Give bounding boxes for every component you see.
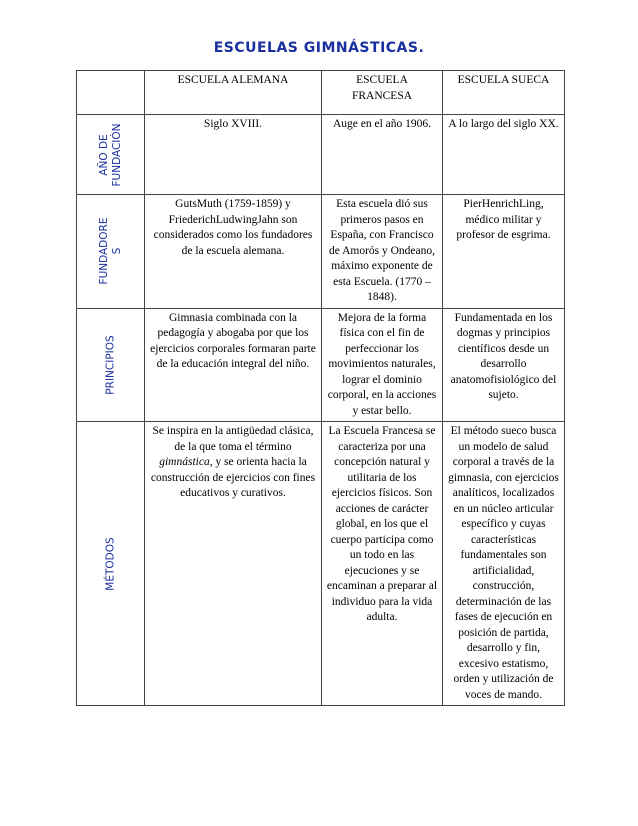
metodos-alemana-text-end: , y se orienta hacia la construcción de ejercicios con fines educativos y curativos. xyxy=(150,456,316,499)
cell-fundadores-francesa: Esta escuela dió sus primeros pasos en España, con Francisco de Amorós y Ondeano, máximo exponente de esta Escuela. (1770 – 1848). xyxy=(322,195,443,309)
cell-principios-alemana: Gimnasia combinada con la pedagogía y abogaba por que los ejercicios corporales formaran parte de la educación integral del niño. xyxy=(145,308,322,422)
schools-table xyxy=(76,70,565,706)
row-label-line: S xyxy=(110,247,123,255)
cell-metodos-francesa: La Escuela Francesa se caracteriza por una concepción natural y utilitaria de los ejercicios físicos. Son acciones de carácter global, en los que el cuerpo participa como un todo en las ejecuciones y se encaminan a preparar al individuo para la vida adulta. xyxy=(322,422,443,706)
cell-principios-sueca: Fundamentada en los dogmas y principios científicos desde un desarrollo anatomofisiológico del sujeto. xyxy=(443,308,565,422)
row-metodos xyxy=(77,422,565,706)
page-title: ESCUELAS GIMNÁSTICAS. xyxy=(213,40,425,56)
row-label-metodos xyxy=(77,422,145,706)
corner-cell xyxy=(77,71,145,115)
row-label-principios xyxy=(77,308,145,422)
metodos-alemana-text-start: Se inspira en la antigüedad clásica, de la que toma el término xyxy=(152,425,314,453)
row-ano-fundacion xyxy=(77,115,565,195)
cell-ano-sueca: A lo largo del siglo XX. xyxy=(443,115,565,195)
cell-ano-francesa: Auge en el año 1906. xyxy=(322,115,443,195)
cell-fundadores-alemana: GutsMuth (1759-1859) y FriederichLudwingJahn son considerados como los fundadores de la escuela alemana. xyxy=(145,195,322,309)
cell-fundadores-sueca: PierHenrichLing, médico militar y profesor de esgrima. xyxy=(443,195,565,309)
row-label-line: AÑO DE xyxy=(97,133,110,176)
cell-metodos-sueca: El método sueco busca un modelo de salud corporal a través de la gimnasia, con ejercicios analíticos, localizados en un núcleo articular específico y cuyas características fundamentales son artificialidad, construcción, determinación de las fases de ejecución en posición de partida, desarrollo y fin, excesivo estatismo, orden y utilización de voces de mando. xyxy=(443,422,565,706)
row-label-fundadores xyxy=(77,195,145,309)
row-label-ano-fundacion xyxy=(77,115,145,195)
row-fundadores xyxy=(77,195,565,309)
column-header-francesa: ESCUELA FRANCESA xyxy=(322,71,443,115)
column-header-sueca: ESCUELA SUECA xyxy=(443,71,565,115)
cell-metodos-alemana xyxy=(145,422,322,706)
row-label-line: PRINCIPIOS xyxy=(104,335,116,395)
cell-principios-francesa: Mejora de la forma física con el fin de perfeccionar los movimientos naturales, lograr el dominio corporal, en la acciones y estar bello. xyxy=(322,308,443,422)
row-principios xyxy=(77,308,565,422)
row-label-line: FUNDADORE xyxy=(97,217,110,285)
row-label-line: FUNDACIÓN xyxy=(110,122,123,187)
cell-ano-alemana: Siglo XVIII. xyxy=(145,115,322,195)
header-row xyxy=(77,71,565,115)
column-header-alemana: ESCUELA ALEMANA xyxy=(145,71,322,115)
row-label-line: MÉTODOS xyxy=(104,536,116,591)
metodos-alemana-italic-term: gimnástica xyxy=(159,456,210,468)
